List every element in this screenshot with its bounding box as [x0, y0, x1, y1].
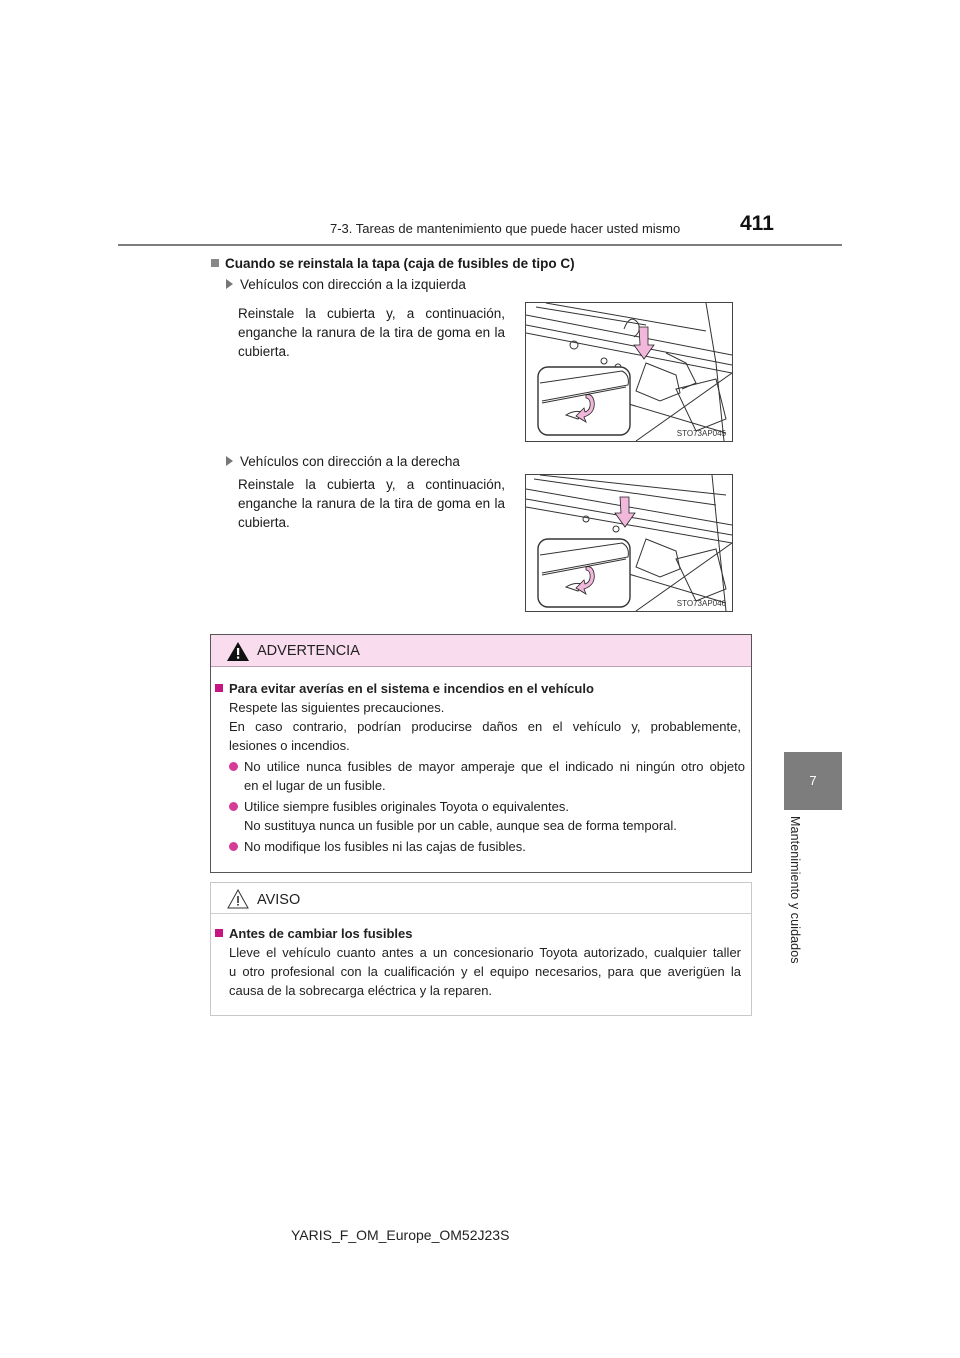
- subsection-heading-text: Cuando se reinstala la tapa (caja de fusibles de tipo C): [225, 256, 575, 271]
- warning-box: [210, 634, 752, 873]
- notice-line-1: Lleve el vehículo cuanto antes a un concesionario Toyota autorizado, cualquier taller: [229, 945, 741, 960]
- warning-header: [211, 635, 751, 667]
- subsection-heading: [211, 256, 575, 271]
- warning-bullet-1: [229, 757, 745, 777]
- notice-header: [211, 883, 751, 914]
- warning-bullet-2-cont: No sustituya nunca un fusible por un cable, aunque sea de forma temporal.: [244, 818, 677, 833]
- warning-intro-2: En caso contrario, podrían producirse daños en el vehículo y, probablemente,: [229, 719, 741, 734]
- square-bullet-icon: [215, 929, 223, 937]
- warning-title: ADVERTENCIA: [257, 643, 360, 659]
- section-title: 7-3. Tareas de mantenimiento que puede hacer usted mismo: [330, 221, 681, 236]
- rhd-instruction: Reinstale la cubierta y, a continuación, enganche la ranura de la tira de goma en la cubierta.: [238, 477, 505, 530]
- document-id: YARIS_F_OM_Europe_OM52J23S: [291, 1227, 510, 1243]
- warning-heading-text: Para evitar averías en el sistema e incendios en el vehículo: [229, 681, 594, 696]
- chapter-side-label-container: [784, 810, 842, 1100]
- notice-line-3: causa de la sobrecarga eléctrica y la reparen.: [229, 983, 493, 998]
- square-bullet-icon: [211, 259, 219, 267]
- rhd-bullet-text: Vehículos con dirección a la derecha: [240, 454, 460, 469]
- triangle-bullet-icon: [226, 456, 233, 466]
- caution-triangle-icon: [227, 889, 249, 909]
- warning-bullet-2-text: Utilice siempre fusibles originales Toyota o equivalentes.: [244, 799, 569, 814]
- warning-intro-1: Respete las siguientes precauciones.: [229, 700, 445, 715]
- rhd-bullet: [226, 454, 460, 469]
- warning-triangle-icon: [227, 642, 249, 661]
- figure-code: STO73AP045: [676, 429, 726, 438]
- notice-title: AVISO: [257, 892, 301, 908]
- rhd-fuse-box-illustration: [525, 474, 733, 612]
- header-divider: [118, 244, 842, 246]
- square-bullet-icon: [215, 684, 223, 692]
- fuse-box-cover-drawing-lhd: [526, 303, 732, 441]
- warning-intro-3: lesiones o incendios.: [229, 738, 350, 753]
- warning-heading: [215, 679, 594, 699]
- lhd-bullet-text: Vehículos con dirección a la izquierda: [240, 277, 466, 292]
- page-number: 411: [740, 212, 774, 235]
- warning-bullet-1-cont: en el lugar de un fusible.: [244, 778, 386, 793]
- circle-bullet-icon: [229, 802, 238, 811]
- notice-line-2: u otro profesional con la cualificación y el equipo necesarios, para que averigüen la: [229, 964, 741, 979]
- notice-box: [210, 882, 752, 1016]
- warning-bullet-3: [229, 837, 526, 857]
- circle-bullet-icon: [229, 842, 238, 851]
- warning-bullet-3-text: No modifique los fusibles ni las cajas de fusibles.: [244, 839, 526, 854]
- triangle-bullet-icon: [226, 279, 233, 289]
- notice-heading: [215, 924, 413, 944]
- lhd-bullet: [226, 277, 466, 292]
- notice-heading-text: Antes de cambiar los fusibles: [229, 926, 413, 941]
- figure-code: STO73AP046: [676, 599, 726, 608]
- circle-bullet-icon: [229, 762, 238, 771]
- lhd-fuse-box-illustration: [525, 302, 733, 442]
- fuse-box-cover-drawing-rhd: [526, 475, 732, 611]
- chapter-side-label: Mantenimiento y cuidados: [788, 816, 802, 964]
- chapter-tab: 7: [784, 752, 842, 810]
- warning-bullet-2: [229, 797, 569, 817]
- warning-bullet-1-text: No utilice nunca fusibles de mayor amperaje que el indicado ni ningún otro objeto: [244, 759, 745, 774]
- lhd-instruction: Reinstale la cubierta y, a continuación, enganche la ranura de la tira de goma en la cubierta.: [238, 306, 505, 359]
